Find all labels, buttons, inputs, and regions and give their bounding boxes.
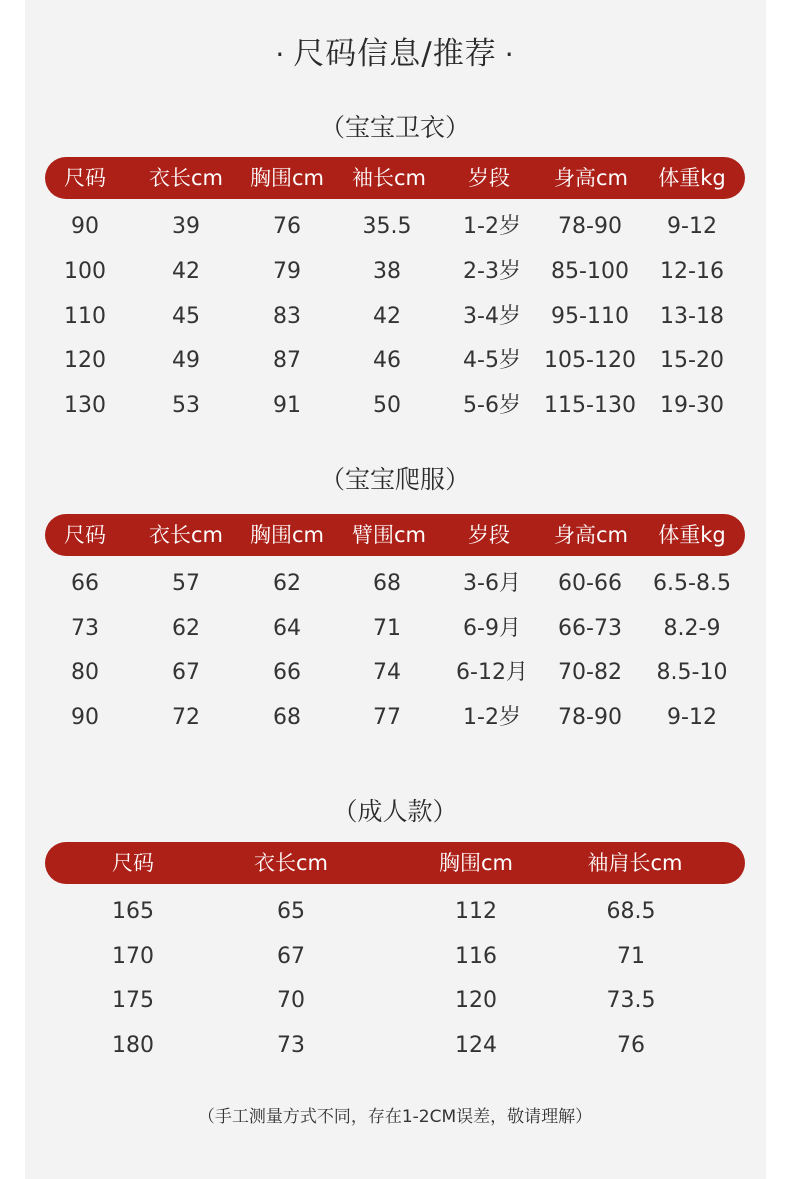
table-cell: 1-2岁 <box>463 705 521 730</box>
table-cell: 76 <box>617 1033 645 1058</box>
table-cell: 8.2-9 <box>663 616 721 641</box>
table-cell: 2-3岁 <box>463 259 521 284</box>
table-cell: 90 <box>71 705 99 730</box>
table-row <box>0 345 790 377</box>
table-cell: 77 <box>373 705 401 730</box>
table-header-hoodie <box>45 157 745 199</box>
measurement-note: （手工测量方式不同，存在1-2CM误差，敬请理解） <box>197 1107 593 1127</box>
table-cell: 65 <box>277 899 305 924</box>
table-cell: 5-6岁 <box>463 393 521 418</box>
table-row <box>0 896 790 928</box>
table-cell: 70 <box>277 988 305 1013</box>
table-cell: 45 <box>172 304 200 329</box>
table-header-adult <box>45 842 745 884</box>
table-cell: 71 <box>617 944 645 969</box>
table-cell: 115-130 <box>544 393 636 418</box>
table-cell: 13-18 <box>660 304 724 329</box>
table-cell: 105-120 <box>544 348 636 373</box>
table-cell: 6.5-8.5 <box>653 571 731 596</box>
table-row <box>0 1030 790 1062</box>
table-cell: 180 <box>112 1033 154 1058</box>
table-cell: 130 <box>64 393 106 418</box>
header-cell: 衣长cm <box>148 166 224 190</box>
table-cell: 60-66 <box>558 571 622 596</box>
header-cell: 袖长cm <box>351 166 427 190</box>
table-row <box>0 613 790 645</box>
header-cell: 臂围cm <box>351 523 427 547</box>
table-row <box>0 301 790 333</box>
table-row <box>0 985 790 1017</box>
table-cell: 72 <box>172 705 200 730</box>
title-dot-right: · <box>504 38 515 71</box>
table-row <box>0 211 790 243</box>
table-cell: 95-110 <box>551 304 629 329</box>
table-cell: 67 <box>277 944 305 969</box>
header-cell: 尺码 <box>64 523 106 547</box>
table-cell: 170 <box>112 944 154 969</box>
section-title-adult: （成人款） <box>332 797 458 826</box>
table-cell: 8.5-10 <box>656 660 728 685</box>
table-cell: 90 <box>71 214 99 239</box>
header-cell: 体重kg <box>658 523 726 547</box>
table-cell: 50 <box>373 393 401 418</box>
table-cell: 9-12 <box>667 705 717 730</box>
table-cell: 70-82 <box>558 660 622 685</box>
header-cell: 岁段 <box>468 523 510 547</box>
table-cell: 66 <box>273 660 301 685</box>
table-cell: 120 <box>64 348 106 373</box>
table-cell: 35.5 <box>362 214 412 239</box>
table-cell: 42 <box>373 304 401 329</box>
table-cell: 79 <box>273 259 301 284</box>
table-cell: 62 <box>172 616 200 641</box>
table-cell: 68 <box>273 705 301 730</box>
header-cell: 胸围cm <box>249 166 325 190</box>
table-cell: 87 <box>273 348 301 373</box>
table-cell: 110 <box>64 304 106 329</box>
header-cell: 体重kg <box>658 166 726 190</box>
table-cell: 12-16 <box>660 259 724 284</box>
table-cell: 116 <box>455 944 497 969</box>
table-row <box>0 941 790 973</box>
table-cell: 38 <box>373 259 401 284</box>
table-cell: 9-12 <box>667 214 717 239</box>
table-cell: 57 <box>172 571 200 596</box>
page-title <box>0 28 790 73</box>
page-title-text: 尺码信息/推荐 <box>293 36 497 72</box>
section-title-hoodie: （宝宝卫衣） <box>319 113 470 142</box>
table-cell: 4-5岁 <box>463 348 521 373</box>
table-cell: 120 <box>455 988 497 1013</box>
header-cell: 尺码 <box>64 166 106 190</box>
header-cell: 身高cm <box>553 523 629 547</box>
table-cell: 67 <box>172 660 200 685</box>
section-title-romper: （宝宝爬服） <box>319 465 470 494</box>
table-cell: 46 <box>373 348 401 373</box>
table-cell: 78-90 <box>558 705 622 730</box>
table-cell: 19-30 <box>660 393 724 418</box>
table-header-romper <box>45 514 745 556</box>
table-cell: 42 <box>172 259 200 284</box>
header-cell: 身高cm <box>553 166 629 190</box>
table-cell: 3-4岁 <box>463 304 521 329</box>
table-row <box>0 390 790 422</box>
table-cell: 49 <box>172 348 200 373</box>
table-cell: 100 <box>64 259 106 284</box>
table-row <box>0 568 790 600</box>
header-cell: 胸围cm <box>249 523 325 547</box>
table-cell: 80 <box>71 660 99 685</box>
header-cell: 胸围cm <box>438 851 514 875</box>
table-cell: 66-73 <box>558 616 622 641</box>
table-cell: 68 <box>373 571 401 596</box>
table-cell: 39 <box>172 214 200 239</box>
table-cell: 53 <box>172 393 200 418</box>
table-cell: 73.5 <box>606 988 656 1013</box>
table-row <box>0 657 790 689</box>
table-cell: 3-6月 <box>463 571 521 596</box>
table-cell: 6-12月 <box>456 660 528 685</box>
table-cell: 74 <box>373 660 401 685</box>
header-cell: 衣长cm <box>253 851 329 875</box>
title-dot-left: · <box>275 38 286 71</box>
table-cell: 15-20 <box>660 348 724 373</box>
table-row <box>0 256 790 288</box>
table-cell: 85-100 <box>551 259 629 284</box>
table-cell: 73 <box>277 1033 305 1058</box>
table-cell: 175 <box>112 988 154 1013</box>
header-cell: 尺码 <box>112 851 154 875</box>
table-cell: 76 <box>273 214 301 239</box>
header-cell: 袖肩长cm <box>587 851 683 875</box>
table-cell: 6-9月 <box>463 616 521 641</box>
table-cell: 112 <box>455 899 497 924</box>
header-cell: 衣长cm <box>148 523 224 547</box>
table-cell: 64 <box>273 616 301 641</box>
table-cell: 62 <box>273 571 301 596</box>
table-row <box>0 702 790 734</box>
table-cell: 68.5 <box>606 899 656 924</box>
table-cell: 91 <box>273 393 301 418</box>
table-cell: 73 <box>71 616 99 641</box>
table-cell: 78-90 <box>558 214 622 239</box>
header-cell: 岁段 <box>468 166 510 190</box>
table-cell: 1-2岁 <box>463 214 521 239</box>
table-cell: 66 <box>71 571 99 596</box>
table-cell: 71 <box>373 616 401 641</box>
table-cell: 83 <box>273 304 301 329</box>
table-cell: 124 <box>455 1033 497 1058</box>
table-cell: 165 <box>112 899 154 924</box>
